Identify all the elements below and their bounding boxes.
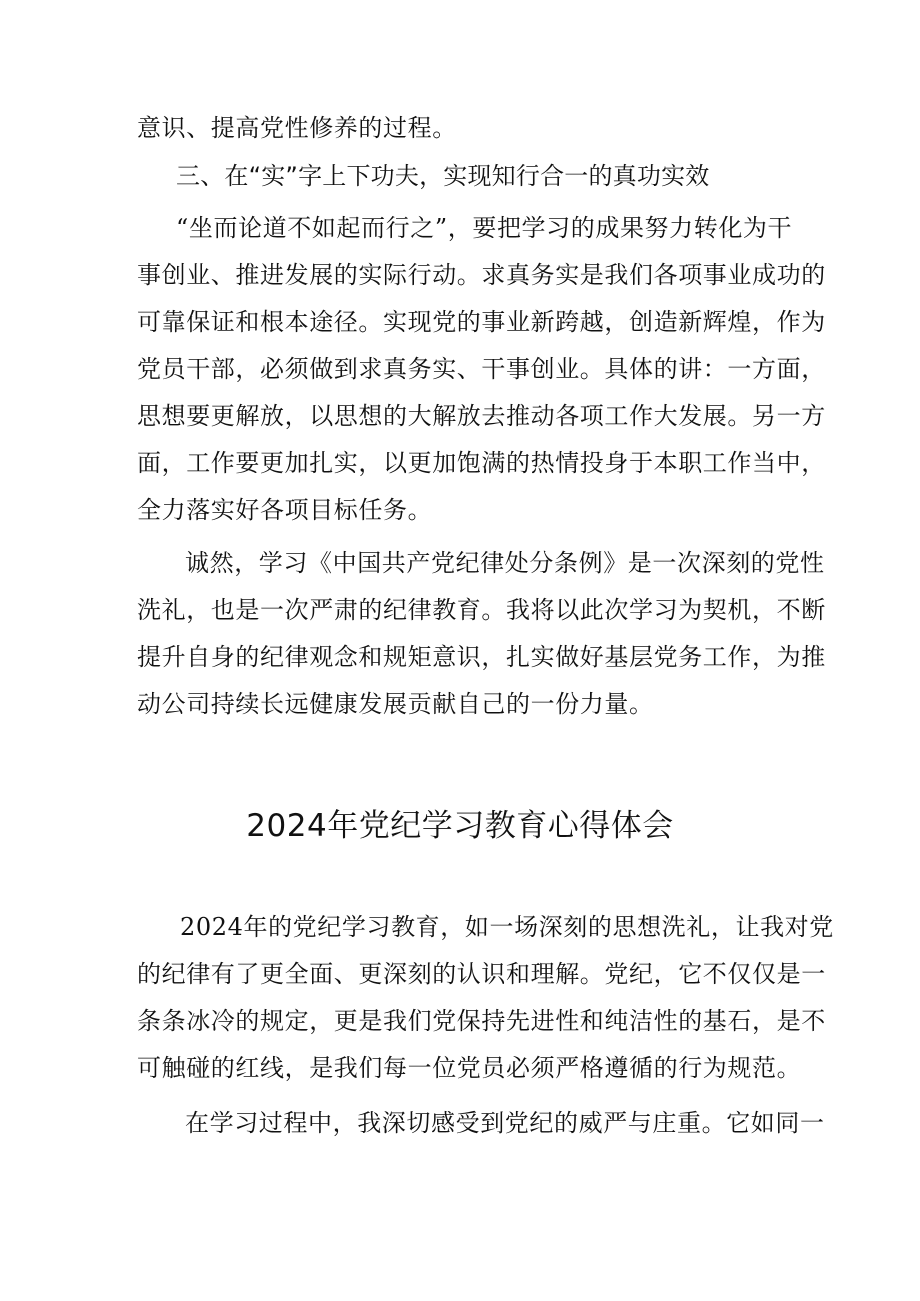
section-heading: 三、在“实”字上下功夫，实现知行合一的真功实效	[176, 162, 710, 190]
text-line: “坐而论道不如起而行之”，要把学习的成果努力转化为干	[176, 214, 793, 242]
text-line: 可靠保证和根本途径。实现党的事业新跨越，创造新辉煌，作为	[137, 308, 826, 336]
text-line: 思想要更解放，以思想的大解放去推动各项工作大发展。另一方	[137, 402, 826, 430]
text-line: 2024年的党纪学习教育，如一场深刻的思想洗礼，让我对党	[180, 913, 834, 941]
text-line: 动公司持续长远健康发展贡献自己的一份力量。	[137, 690, 654, 718]
text-line: 诚然，学习《中国共产党纪律处分条例》是一次深刻的党性	[185, 549, 825, 577]
text-line: 面，工作要更加扎实，以更加饱满的热情投身于本职工作当中，	[137, 449, 826, 477]
text-line: 党员干部，必须做到求真务实、干事创业。具体的讲：一方面，	[137, 355, 826, 383]
text-line: 意识、提高党性修养的过程。	[137, 114, 457, 142]
article-title: 2024年党纪学习教育心得体会	[246, 808, 674, 844]
text-line: 在学习过程中，我深切感受到党纪的威严与庄重。它如同一	[185, 1109, 825, 1137]
text-line: 提升自身的纪律观念和规矩意识，扎实做好基层党务工作，为推	[137, 643, 826, 671]
text-line: 的纪律有了更全面、更深刻的认识和理解。党纪，它不仅仅是一	[137, 960, 826, 988]
text-line: 洗礼，也是一次严肃的纪律教育。我将以此次学习为契机，不断	[137, 596, 826, 624]
text-line: 条条冰冷的规定，更是我们党保持先进性和纯洁性的基石，是不	[137, 1007, 826, 1035]
text-line: 可触碰的红线，是我们每一位党员必须严格遵循的行为规范。	[137, 1054, 802, 1082]
text-line: 事创业、推进发展的实际行动。求真务实是我们各项事业成功的	[137, 261, 826, 289]
text-line: 全力落实好各项目标任务。	[137, 496, 433, 524]
